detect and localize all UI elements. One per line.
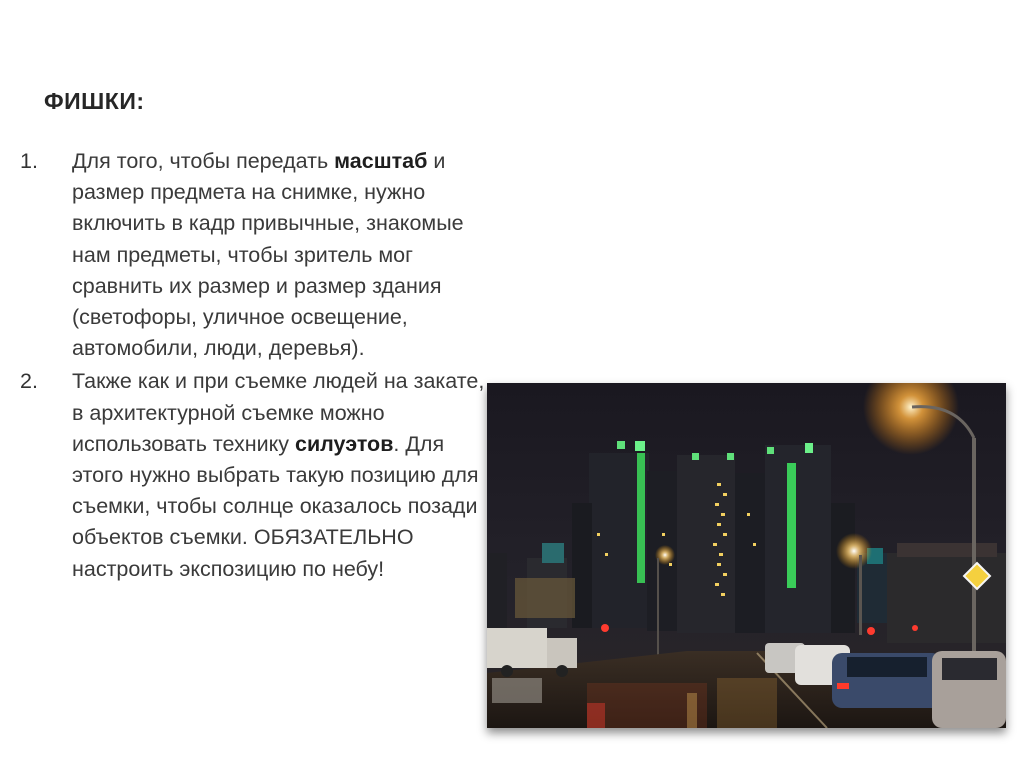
night-city-photo <box>487 383 1006 728</box>
list-text: и размер предмета на снимке, нужно включить в кадр привычные, знакомые нам предметы, чтобы зритель мог сравнить их размер и размер здания (светофоры, уличное освещение, автомобили, люди, деревья). <box>72 149 464 361</box>
slide-title: ФИШКИ: <box>44 88 145 114</box>
list-text-bold: силуэтов <box>295 431 394 456</box>
list-text: Для того, чтобы передать <box>72 149 335 173</box>
list-text: . Для этого нужно выбрать такую позицию для съемки, чтобы солнце оказалось позади объектов съемки. ОБЯЗАТЕЛЬНО настроить экспозицию по небу! <box>72 431 479 581</box>
list-item-2 <box>20 366 490 584</box>
list-number: 2. <box>20 369 38 394</box>
building-silhouette <box>572 445 855 633</box>
tips-list <box>20 146 490 587</box>
list-text-bold: масштаб <box>334 149 428 173</box>
night-city-illustration <box>487 383 1006 728</box>
list-item-1 <box>20 146 490 364</box>
list-text: Также как и при съемке людей на закате, в архитектурной съемке можно использовать технику <box>72 369 485 456</box>
list-number: 1. <box>20 149 38 173</box>
